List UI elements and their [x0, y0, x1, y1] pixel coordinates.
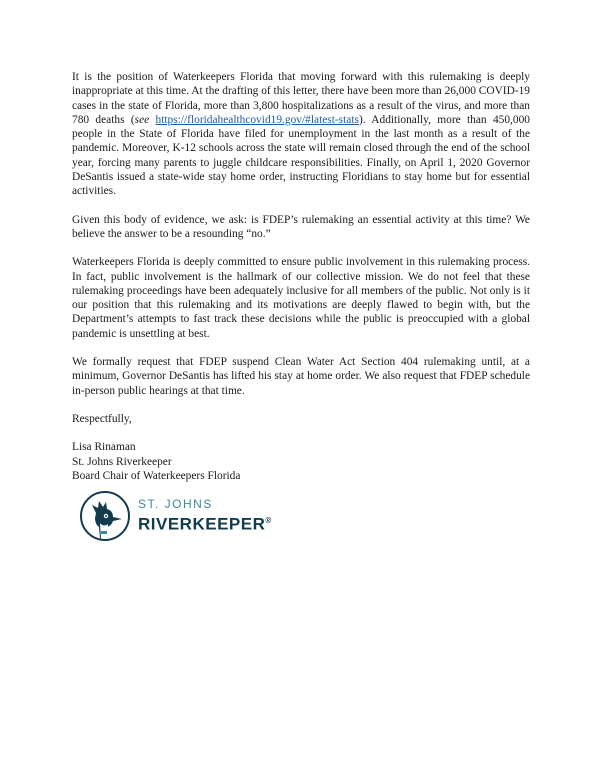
stats-link[interactable]: https://floridahealthcovid19.gov/#latest-stats: [155, 113, 359, 126]
signer-title: St. Johns Riverkeeper: [72, 455, 172, 468]
paragraph-involvement: Waterkeepers Florida is deeply committed to ensure public involvement in this rulemaking process. In fact, public involvement is the hallmark of our collective mission. We do not feel that these rulemaking proceedings have been adequately inclusive for all members of the public. Not only is it our position that this rulemaking and its motivations are deeply flawed to begin with, but the Department’s attempts to fast track these decisions while the public is preoccupied with a global pandemic is unsettling at best.: [72, 256, 530, 340]
logo-line-st-johns: ST. JOHNS: [138, 497, 213, 512]
signer-name: Lisa Rinaman: [72, 441, 136, 454]
signature-block: [72, 440, 530, 483]
paragraph-question: Given this body of evidence, we ask: is FDEP’s rulemaking an essential activity at this time? We believe the answer to be a resounding “no.”: [72, 213, 530, 240]
paragraph-text: It is the position of Waterkeepers Florida that moving forward with this rulemaking is deeply inappropriate at this time. At the drafting of this letter, there have been more than 26,000 COVID-19 cases in the state of Florida, more than 3,800 hospitalizations as a result of the virus, and more than 780 deaths (: [72, 71, 530, 126]
letter-page: [72, 70, 530, 541]
logo-line-riverkeeper: [138, 511, 272, 534]
logo-riverkeeper-text: RIVERKEEPER: [138, 514, 266, 534]
paragraph-position: [72, 70, 530, 199]
paragraph-text: ). Additionally, more than 450,000 people in the State of Florida have filed for unemployment in the last month as a result of the pandemic. Moreover, K-12 schools across the state will remain closed through the end of the school year, forcing many parents to juggle childcare responsibilities. Finally, on April 1, 2020 Governor DeSantis issued a state-wide stay home order, instructing Floridians to stay home but for essential activities.: [72, 113, 530, 198]
registered-mark: ®: [265, 516, 272, 526]
see-italic: see: [134, 113, 150, 126]
paragraph-request: We formally request that FDEP suspend Clean Water Act Section 404 rulemaking until, at a minimum, Governor DeSantis has lifted his stay at home order. We also request that FDEP schedule in-person public hearings at that time.: [72, 356, 530, 397]
closing: Respectfully,: [72, 412, 132, 425]
logo-wordmark: [138, 498, 272, 534]
riverkeeper-logo: [80, 491, 530, 541]
kingfisher-bird-icon: [80, 491, 130, 541]
signer-role: Board Chair of Waterkeepers Florida: [72, 469, 241, 482]
